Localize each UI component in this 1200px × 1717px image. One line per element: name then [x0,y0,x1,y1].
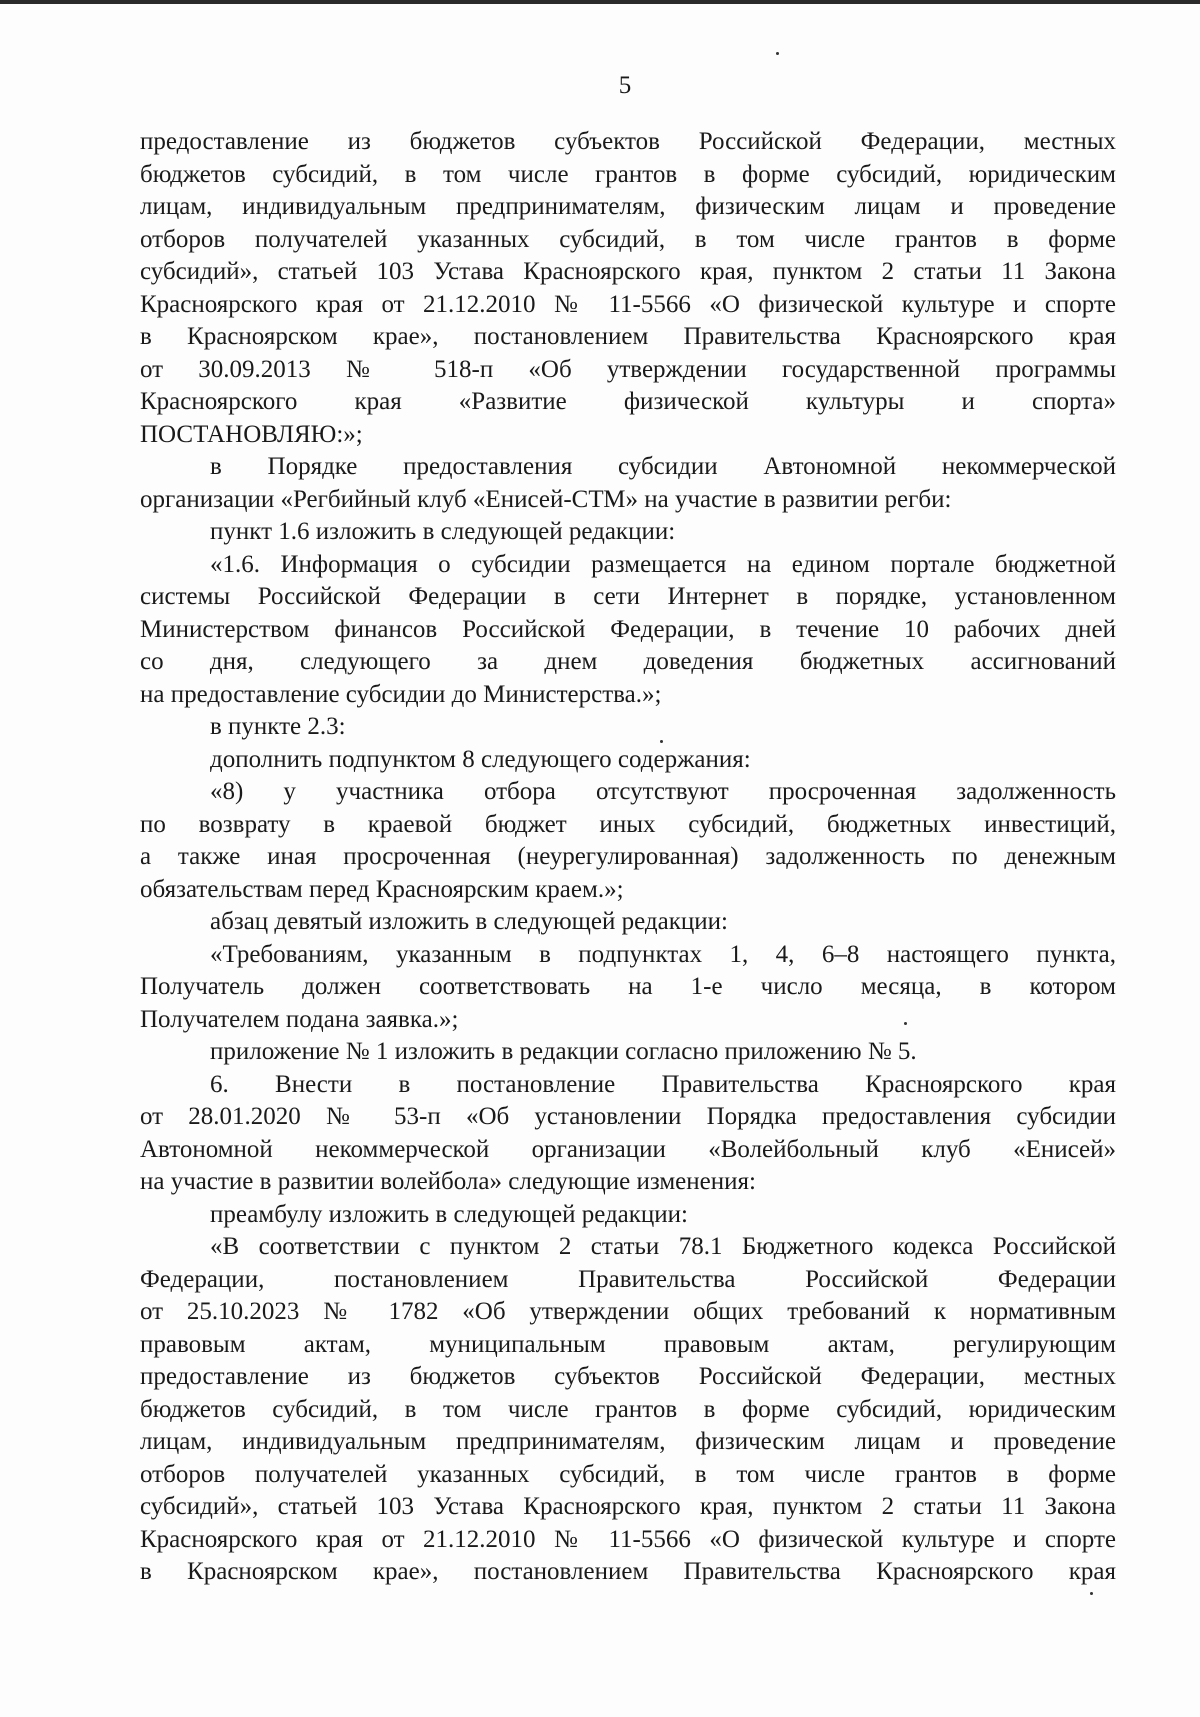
text-line: отборов получателей указанных субсидий, в том числе грантов в форме [140,1460,1116,1488]
text-line: преамбулу изложить в следующей редакции: [210,1200,689,1228]
text-line: 6. Внести в постановление Правительства Красноярского края [210,1070,1116,1098]
text-line: Министерством финансов Российской Федерации, в течение 10 рабочих дней [140,615,1116,643]
scan-speck [1090,1592,1093,1595]
text-line: правовым актам, муниципальным правовым актам, регулирующим [140,1330,1116,1358]
text-line: в Красноярском крае», постановлением Правительства Красноярского края [140,1558,1116,1585]
text-line: пункт 1.6 изложить в следующей редакции: [210,518,676,545]
scan-speck [904,1022,907,1025]
text-line: по возврату в краевой бюджет иных субсидий, бюджетных инвестиций, [140,810,1116,838]
text-line: ПОСТАНОВЛЯЮ:»; [140,420,363,448]
text-line: в пункте 2.3: [210,713,346,740]
text-line: на предоставление субсидии до Министерства.»; [140,680,662,708]
text-line: отборов получателей указанных субсидий, в том числе грантов в форме [140,225,1116,253]
text-line: приложение № 1 изложить в редакции согласно приложению № 5. [210,1038,917,1065]
text-line: «Требованиям, указанным в подпунктах 1, 4, 6–8 настоящего пункта, [210,940,1116,968]
text-line: в Порядке предоставления субсидии Автономной некоммерческой [210,453,1116,480]
text-line: системы Российской Федерации в сети Интернет в порядке, установленном [140,583,1116,610]
text-line: лицам, индивидуальным предпринимателям, физическим лицам и проведение [140,193,1116,220]
text-line: Красноярского края «Развитие физической культуры и спорта» [140,388,1116,415]
text-line: бюджетов субсидий, в том числе грантов в форме субсидий, юридическим [140,160,1116,188]
text-line: «В соответствии с пунктом 2 статьи 78.1 Бюджетного кодекса Российской [210,1233,1116,1260]
text-line: субсидий», статьей 103 Устава Красноярского края, пунктом 2 статьи 11 Закона [140,258,1116,285]
text-line: предоставление из бюджетов субъектов Российской Федерации, местных [140,1363,1116,1390]
text-line: дополнить подпунктом 8 следующего содержания: [210,745,751,773]
page-number: 5 [618,72,632,99]
scan-speck [776,52,779,55]
scan-speck [660,740,663,743]
text-line: от 25.10.2023 № 1782 «Об утверждении общих требований к нормативным [140,1298,1116,1325]
document-body [140,126,1116,1589]
text-line: организации «Регбийный клуб «Енисей-СТМ» на участие в развитии регби: [140,485,952,513]
text-line: обязательствам перед Красноярским краем.»; [140,875,624,903]
text-line: «1.6. Информация о субсидии размещается на едином портале бюджетной [210,550,1116,578]
text-line: а также иная просроченная (неурегулированная) задолженность по денежным [140,843,1116,870]
text-line: абзац девятый изложить в следующей редакции: [210,908,728,935]
text-line: на участие в развитии волейбола» следующие изменения: [140,1168,756,1195]
text-line: Красноярского края от 21.12.2010 № 11-5566 «О физической культуре и спорте [140,1525,1116,1553]
text-line: Красноярского края от 21.12.2010 № 11-5566 «О физической культуре и спорте [140,290,1116,318]
text-line: предоставление из бюджетов субъектов Российской Федерации, местных [140,128,1116,155]
text-line: бюджетов субсидий, в том числе грантов в форме субсидий, юридическим [140,1395,1116,1423]
text-line: субсидий», статьей 103 Устава Красноярского края, пунктом 2 статьи 11 Закона [140,1493,1116,1520]
text-line: Получателем подана заявка.»; [140,1005,459,1033]
text-line: от 30.09.2013 № 518-п «Об утверждении государственной программы [140,355,1116,383]
text-line: Федерации, постановлением Правительства Российской Федерации [140,1265,1116,1293]
text-line: лицам, индивидуальным предпринимателям, физическим лицам и проведение [140,1428,1116,1455]
text-line: Получатель должен соответствовать на 1-е число месяца, в котором [140,973,1116,1000]
text-line: в Красноярском крае», постановлением Правительства Красноярского края [140,323,1116,350]
text-line: «8) у участника отбора отсутствуют просроченная задолженность [210,778,1116,805]
text-line: со дня, следующего за днем доведения бюджетных ассигнований [140,648,1116,675]
text-line: от 28.01.2020 № 53-п «Об установлении Порядка предоставления субсидии [140,1103,1116,1130]
text-line: Автономной некоммерческой организации «Волейбольный клуб «Енисей» [140,1135,1116,1163]
top-edge-rule [0,0,1200,4]
